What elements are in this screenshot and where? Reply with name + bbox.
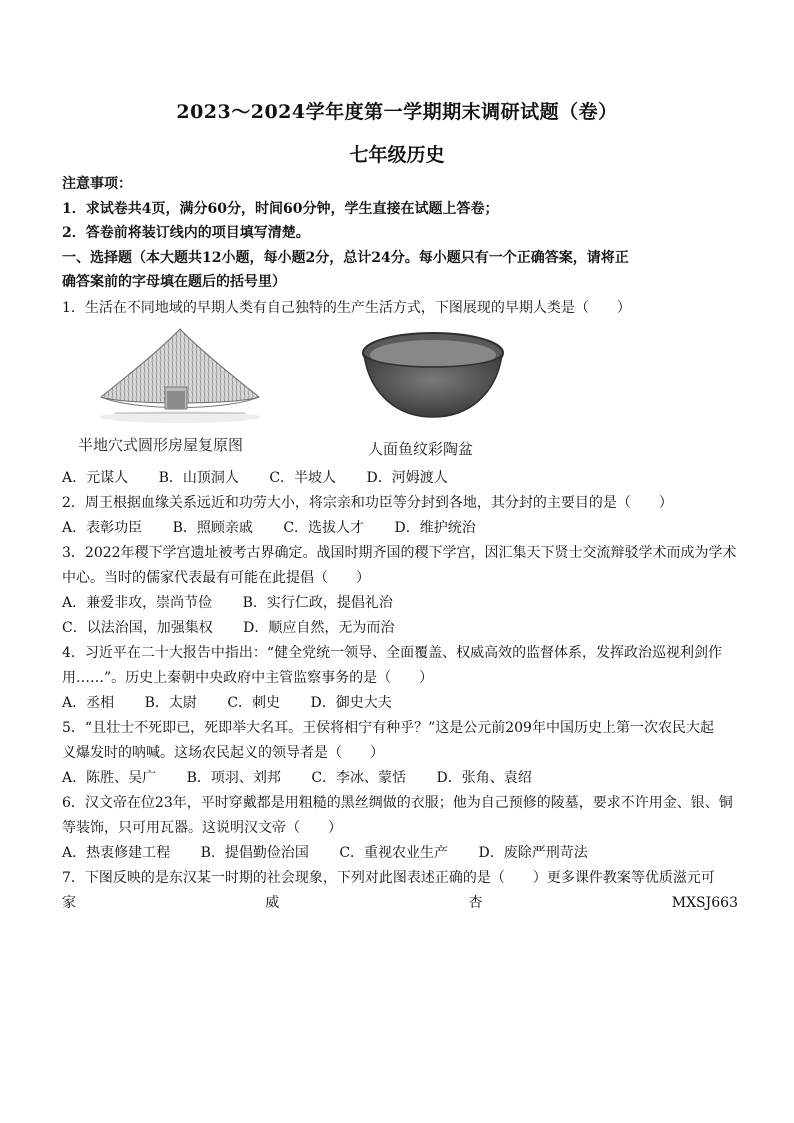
hut-caption: 半地穴式圆形房屋复原图 — [78, 436, 244, 454]
option-b[interactable]: B．照顾亲戚 — [172, 520, 253, 536]
page-subtitle: 七年级历史 — [349, 144, 445, 166]
question-2-stem: 2．周王根据血缘关系远近和功劳大小，将宗亲和功臣等分封到各地，其分封的主要目的是（ ） — [62, 495, 673, 511]
question-7-stem: 7．下图反映的是东汉某一时期的社会现象，下列对此图表述正确的是（ ）更多课件教案等优质滋元可 — [62, 870, 715, 886]
option-c[interactable]: C．选拔人才 — [283, 520, 365, 536]
option-a[interactable]: A．表彰功臣 — [62, 520, 143, 536]
option-d[interactable]: D．张角、袁绍 — [436, 770, 532, 786]
question-5-stem-cont: 义爆发时的呐喊。这场农民起义的领导者是（ ） — [62, 745, 384, 761]
option-c[interactable]: C．以法治国，加强集权 — [62, 620, 213, 636]
question-5-stem: 5．“且壮士不死即已，死即举大名耳。王侯将相宁有种乎？”这是公元前209年中国历史上第一次农民大起 — [62, 720, 714, 736]
option-c[interactable]: C．刺史 — [227, 695, 281, 711]
footer-fragment: 家 — [62, 895, 76, 911]
option-c[interactable]: C．半坡人 — [269, 470, 337, 486]
option-d[interactable]: D．顺应自然，无为而治 — [243, 620, 395, 636]
option-d[interactable]: D．维护统治 — [394, 520, 476, 536]
question-1-options — [62, 468, 738, 488]
notes-heading: 注意事项： — [62, 176, 132, 192]
question-1-stem: 1．生活在不同地域的早期人类有自己独特的生产生活方式，下图展现的早期人类是（ ） — [62, 300, 631, 316]
note-item: 1．求试卷共4页，满分60分，时间60分钟，学生直接在试题上答卷； — [62, 201, 499, 217]
option-b[interactable]: B．太尉 — [144, 695, 197, 711]
question-3-stem-cont: 中心。当时的儒家代表最有可能在此提倡（ ） — [62, 570, 370, 586]
page-title: 2023～2024学年度第一学期期末调研试题（卷） — [176, 101, 618, 123]
question-5-options — [62, 768, 738, 788]
option-a[interactable]: A．元谋人 — [62, 470, 129, 486]
option-a[interactable]: A．丞相 — [62, 695, 115, 711]
question-6-options — [62, 843, 738, 863]
footer-fragment: 威 — [265, 895, 280, 911]
question-6-stem-cont: 等装饰，只可用瓦器。这说明汉文帝（ ） — [62, 820, 342, 836]
question-2-options — [62, 518, 738, 538]
option-b[interactable]: B．山顶洞人 — [158, 470, 239, 486]
question-6-stem: 6．汉文帝在位23年，平时穿戴都是用粗糙的黑丝绸做的衣服；他为自己预修的陵墓，要求不许用金、银、铜 — [62, 795, 733, 811]
question-4-stem: 4．习近平在二十大报告中指出：“健全党统一领导、全面覆盖、权威高效的监督体系，发挥政治巡视利剑作 — [62, 645, 723, 661]
question-4-options — [62, 693, 738, 713]
note-item: 2．答卷前将装订线内的项目填写清楚。 — [62, 225, 310, 241]
footer-fragment: MXSJ663 — [671, 895, 738, 911]
painted-pottery-basin-illustration — [358, 325, 508, 425]
option-d[interactable]: D．河姆渡人 — [366, 470, 448, 486]
pot-caption: 人面鱼纹彩陶盆 — [368, 440, 474, 458]
footer-fragments — [62, 893, 738, 913]
option-d[interactable]: D．废除严刑苛法 — [478, 845, 588, 861]
section-heading-cont: 确答案前的字母填在题后的括号里） — [62, 274, 286, 290]
footer-fragment: 杏 — [468, 895, 483, 911]
question-3-stem: 3．2022年稷下学宫遗址被考古界确定。战国时期齐国的稷下学宫，因汇集天下贤士交流辩驳学术而成为学术 — [62, 545, 737, 561]
option-d[interactable]: D．御史大夫 — [310, 695, 392, 711]
section-heading: 一、选择题（本大题共12小题，每小题2分，总计24分。每小题只有一个正确答案，请将正 — [62, 250, 629, 266]
question-3-options-row2 — [62, 618, 738, 638]
round-hut-illustration — [95, 325, 265, 425]
option-a[interactable]: A．兼爱非攻，崇尚节俭 — [62, 595, 213, 611]
option-b[interactable]: B．提倡勤俭治国 — [200, 845, 309, 861]
option-b[interactable]: B．项羽、刘邦 — [186, 770, 281, 786]
option-c[interactable]: C．重视农业生产 — [339, 845, 449, 861]
option-c[interactable]: C．李冰、蒙恬 — [311, 770, 407, 786]
option-a[interactable]: A．热衷修建工程 — [62, 845, 171, 861]
option-b[interactable]: B．实行仁政，提倡礼治 — [242, 595, 393, 611]
question-4-stem-cont: 用……”。历史上秦朝中央政府中主管监察事务的是（ ） — [62, 670, 434, 686]
option-a[interactable]: A．陈胜、吴广 — [62, 770, 157, 786]
question-3-options-row1 — [62, 593, 738, 613]
